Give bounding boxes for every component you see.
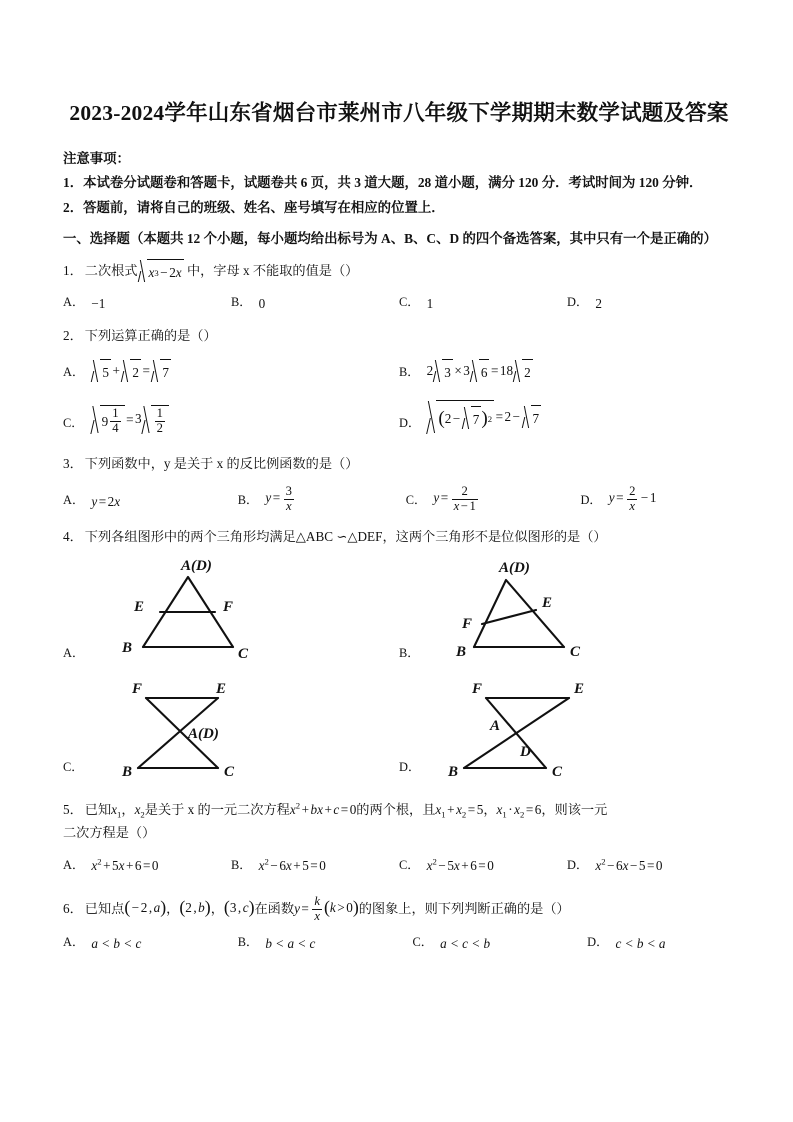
question-1-option-b[interactable]	[231, 292, 399, 315]
figure-c-label-b: B	[121, 764, 132, 781]
question-3-options	[63, 485, 735, 513]
option-a-inequality: a < b < c	[91, 935, 142, 951]
q6-part-2: ，	[166, 900, 180, 916]
option-b-equation: $x^2 - 6x + 5 = 0$	[258, 857, 326, 874]
question-1-radical: x 3 − 2 x	[138, 259, 184, 284]
page-content	[63, 96, 735, 955]
section-heading-choice-questions: 一、选择题（本题共 12 个小题，每小题均给出标号为 A、B、C、D 的四个备选答案，其中只有一个是正确的）	[63, 231, 717, 246]
q6-part-5: 的图象上，则下列判断正确的是（）	[358, 900, 570, 916]
notes-line-2: 2．答题前，请将自己的班级、姓名、座号填写在相应的位置上．	[63, 199, 445, 215]
figure-b-label-a-d: A(D)	[498, 560, 530, 577]
option-letter-b: B．	[231, 294, 252, 309]
figure-c-label-a-d: A(D)	[187, 726, 219, 743]
question-1-option-d[interactable]	[567, 292, 735, 315]
question-4-stem	[63, 525, 735, 548]
option-letter-a: A．	[63, 364, 85, 379]
option-letter-c: C．	[63, 759, 84, 774]
figure-a-label-b: B	[122, 640, 133, 657]
question-6-option-b[interactable]	[238, 932, 413, 955]
question-4	[63, 525, 735, 788]
figure-d-label-f: F	[472, 681, 483, 698]
question-6-option-a[interactable]	[63, 932, 238, 955]
question-2-stem	[63, 324, 735, 347]
figure-d-label-a: A	[490, 718, 501, 735]
option-d-inequality: c < b < a	[615, 935, 666, 951]
option-b-expression: y = $\frac{3}{x}$	[265, 483, 292, 513]
question-6-number: 6．	[63, 900, 83, 916]
q5-part-1: 已知	[84, 802, 112, 818]
option-d-expression: ( 2 − 7 ) 2 = 2 − 7	[427, 400, 541, 435]
option-letter-c: C．	[405, 493, 427, 508]
q6-part-3: ，	[210, 900, 224, 916]
option-b-inequality: b < a < c	[265, 935, 316, 951]
question-3	[63, 452, 735, 513]
option-letter-b: B．	[399, 645, 420, 660]
question-2	[63, 324, 735, 436]
question-5-stem-line-2: 二次方程是（）	[63, 825, 156, 841]
question-3-option-a[interactable]	[63, 490, 238, 513]
option-letter-a: A．	[63, 493, 85, 508]
figure-b-label-e: E	[541, 595, 552, 612]
option-d-expression: y = $\frac{2}{x}$ − 1	[608, 483, 657, 513]
option-b-expression: 2 3 × 3 6 = 18 2	[427, 359, 533, 385]
figure-a-similar-triangles-nested	[88, 552, 288, 674]
notes-section	[63, 147, 735, 220]
question-1-option-c[interactable]	[399, 292, 567, 315]
question-4-stem-text: 下列各组图形中的两个三角形均满足△ABC ∽△DEF，这两个三角形不是位似图形的是（）	[84, 529, 607, 545]
question-2-options-row-1	[63, 359, 735, 385]
option-letter-c: C．	[63, 416, 84, 431]
figure-a-label-c: C	[238, 646, 249, 663]
figure-d-crossed-triangles-offset	[424, 676, 624, 788]
figure-c-label-f: F	[131, 681, 142, 698]
option-letter-a: A．	[63, 857, 85, 872]
question-4-figure-row-2	[63, 676, 735, 788]
question-2-options-row-2	[63, 400, 735, 435]
question-4-figures	[63, 552, 735, 788]
option-letter-a: A．	[63, 935, 85, 950]
figure-b-label-b: B	[455, 644, 466, 661]
question-6	[63, 892, 735, 955]
figure-b-similar-triangles-cevian	[424, 552, 624, 674]
option-c-inequality: a < c < b	[440, 935, 491, 951]
option-a-expression: 5 + 2 = 7	[91, 359, 171, 385]
figure-b-label-f: F	[461, 616, 472, 633]
question-2-option-d[interactable]	[399, 400, 735, 435]
figure-d-label-d: D	[520, 744, 532, 761]
question-4-option-a[interactable]	[63, 552, 399, 674]
question-5-stem-line-1: 5． 已知$x_1$，$x_2$是关于 x 的一元二次方程$x^2$ + bx + c = 0的两个根，且$x_1 + x_2 = 5$，$x_1 \cdot x_2 = 6$，则该一元	[63, 800, 608, 820]
question-1-number: 1．	[63, 263, 83, 279]
option-letter-d: D．	[587, 935, 609, 950]
question-3-option-b[interactable]	[238, 485, 406, 513]
page-title: 2023-2024学年山东省烟台市莱州市八年级下学期期末数学试题及答案	[69, 101, 729, 125]
question-1-stem-before: 二次根式	[84, 263, 138, 279]
question-3-option-c[interactable]	[406, 485, 581, 513]
q5-part-5: ，	[483, 802, 497, 818]
option-letter-d: D．	[567, 294, 589, 309]
option-letter-c: C．	[399, 857, 420, 872]
figure-a-label-f: F	[223, 599, 234, 616]
option-c-equation: $x^2 - 5x + 6 = 0$	[426, 857, 494, 874]
option-letter-b: B．	[231, 857, 252, 872]
question-3-stem	[63, 452, 735, 475]
option-c-expression: y = $\frac{2}{x - 1}$	[433, 483, 476, 513]
option-letter-d: D．	[399, 759, 421, 774]
question-5-options	[63, 854, 735, 877]
q5-part-3: 是关于 x 的一元二次方程	[144, 802, 290, 818]
question-6-option-d[interactable]	[587, 932, 735, 955]
question-1-stem-after: 中，字母 x 不能取的值是（）	[186, 263, 359, 279]
question-6-option-c[interactable]	[412, 932, 587, 955]
question-1-stem	[63, 259, 735, 285]
option-letter-a: A．	[63, 645, 85, 660]
question-2-option-a[interactable]	[63, 359, 399, 385]
question-2-stem-text: 下列运算正确的是（）	[84, 327, 217, 343]
option-c-expression: 9 $\frac{1}{4}$ = 3 $\frac{1}{2}$	[91, 405, 169, 435]
option-a-expression: y = 2x	[91, 494, 121, 510]
option-letter-d: D．	[567, 857, 589, 872]
question-6-options	[63, 932, 735, 955]
figure-b-label-c: C	[569, 644, 580, 661]
option-b-value: 0	[258, 295, 266, 311]
q5-part-4: 的两个根，且	[356, 802, 436, 818]
question-1-options	[63, 292, 735, 315]
question-2-number: 2．	[63, 327, 83, 343]
question-4-number: 4．	[63, 529, 83, 545]
option-letter-c: C．	[412, 935, 434, 950]
option-letter-c: C．	[399, 294, 420, 309]
question-4-option-c[interactable]	[63, 676, 399, 788]
figure-c-label-e: E	[215, 681, 226, 698]
q6-part-4: 在函数	[254, 900, 295, 916]
figure-a-label-e: E	[134, 599, 145, 616]
question-5-number: 5．	[63, 802, 83, 818]
question-5-option-d[interactable]	[567, 854, 735, 877]
option-letter-b: B．	[399, 364, 420, 379]
question-5-option-b[interactable]	[231, 854, 399, 877]
question-1	[63, 259, 735, 315]
question-5-option-c[interactable]	[399, 854, 567, 877]
option-letter-d: D．	[580, 493, 602, 508]
option-letter-b: B．	[237, 935, 259, 950]
option-d-equation: $x^2 - 6x - 5 = 0$	[595, 857, 663, 874]
option-a-equation: $x^2 + 5x + 6 = 0$	[91, 857, 159, 874]
option-letter-a: A．	[63, 294, 85, 309]
question-4-option-b[interactable]	[399, 552, 735, 674]
figure-a-label-a-d: A(D)	[181, 558, 213, 575]
notes-heading: 注意事项：	[63, 150, 130, 166]
option-c-value: 1	[426, 295, 434, 311]
question-5-option-a[interactable]	[63, 854, 231, 877]
option-letter-b: B．	[237, 493, 259, 508]
question-1-option-a[interactable]	[63, 292, 231, 315]
q6-part-1: 已知点	[84, 900, 125, 916]
question-3-number: 3．	[63, 455, 83, 471]
question-4-option-d[interactable]	[399, 676, 735, 788]
question-2-option-c[interactable]	[63, 405, 399, 435]
figure-d-label-c: C	[552, 764, 563, 781]
figure-d-label-e: E	[574, 681, 585, 698]
option-a-value: −1	[91, 295, 106, 311]
option-d-value: 2	[595, 295, 602, 311]
question-2-option-b[interactable]	[399, 359, 735, 385]
notes-line-1: 1．本试卷分试题卷和答题卡，试题卷共 6 页，共 3 道大题，28 道小题，满分 120 分．考试时间为 120 分钟．	[63, 175, 703, 191]
q5-part-6: ，则该一元	[541, 802, 608, 818]
figure-c-bowtie-shared-vertex	[88, 676, 288, 788]
question-3-option-d[interactable]	[580, 485, 735, 513]
question-5	[63, 798, 735, 877]
question-6-stem: 6． 已知点 ( − 2 , a ) ， ( 2 , b ) ， ( 3 , c ) 在函数y = $\frac{k}{x}$ ( k > 0 ) 的图象上，则下列判断正确的是（）	[63, 894, 570, 924]
question-3-stem-text: 下列函数中，y 是关于 x 的反比例函数的是（）	[84, 455, 359, 471]
question-4-figure-row-1	[63, 552, 735, 674]
figure-d-label-b: B	[448, 764, 459, 781]
figure-c-label-c: C	[223, 764, 234, 781]
q5-part-2: ，	[121, 802, 135, 818]
option-letter-d: D．	[399, 416, 421, 431]
